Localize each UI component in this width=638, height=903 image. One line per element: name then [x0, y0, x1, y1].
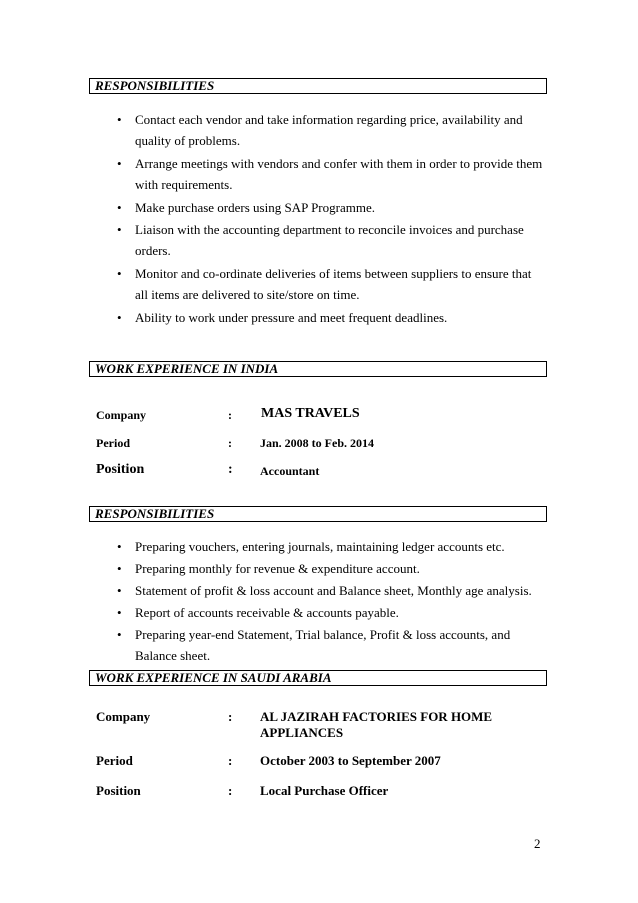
- company-value: [260, 709, 492, 741]
- section-heading-work-saudi: [89, 670, 547, 686]
- colon: :: [228, 436, 232, 450]
- company-row: [96, 408, 556, 428]
- list-item-line: Make purchase orders using SAP Programme.: [135, 200, 375, 215]
- list-item-line: Arrange meetings with vendors and confer with them in order to provide them: [135, 156, 543, 171]
- bullet-icon: •: [117, 112, 122, 127]
- period-label: Period: [96, 436, 130, 450]
- list-item-line: Monitor and co-ordinate deliveries of items between suppliers to ensure that: [135, 266, 532, 281]
- list-item: [0, 307, 638, 329]
- company-value-line: AL JAZIRAH FACTORIES FOR HOME: [260, 709, 493, 724]
- responsibilities-list: [0, 109, 638, 329]
- responsibilities-list: [0, 536, 638, 668]
- company-label: Company: [96, 709, 151, 724]
- position-value: Accountant: [260, 464, 320, 478]
- company-value-line: APPLIANCES: [260, 725, 344, 740]
- list-item-line: quality of problems.: [135, 133, 241, 148]
- position-label: Position: [96, 462, 145, 477]
- colon: :: [228, 462, 233, 477]
- bullet-icon: •: [117, 222, 122, 237]
- period-value: October 2003 to September 2007: [260, 753, 441, 768]
- colon: :: [228, 783, 233, 798]
- bullet-icon: •: [117, 266, 122, 281]
- list-item-line: with requirements.: [135, 177, 233, 192]
- list-item-line: Balance sheet.: [135, 648, 211, 663]
- position-row: [96, 462, 556, 482]
- period-row: [96, 436, 556, 456]
- list-item: [0, 602, 638, 624]
- list-item-line: Contact each vendor and take information regarding price, availability and: [135, 112, 523, 127]
- list-item: [0, 558, 638, 580]
- list-item-line: Ability to work under pressure and meet frequent deadlines.: [135, 310, 448, 325]
- section-title: WORK EXPERIENCE IN INDIA: [95, 361, 279, 376]
- period-value: Jan. 2008 to Feb. 2014: [260, 436, 374, 450]
- bullet-icon: •: [117, 561, 122, 576]
- section-heading-responsibilities: [89, 506, 547, 522]
- page-number: 2: [534, 836, 541, 851]
- list-item-line: Preparing year-end Statement, Trial balance, Profit & loss accounts, and: [135, 627, 511, 642]
- colon: :: [228, 408, 232, 422]
- list-item: [0, 219, 638, 263]
- section-title: RESPONSIBILITIES: [95, 506, 215, 521]
- colon: :: [228, 753, 233, 768]
- position-row: [96, 783, 556, 803]
- list-item: [0, 263, 638, 307]
- position-value: Local Purchase Officer: [260, 783, 389, 798]
- list-item-line: all items are delivered to site/store on time.: [135, 287, 360, 302]
- bullet-icon: •: [117, 200, 122, 215]
- company-row: [96, 709, 556, 743]
- list-item-line: Preparing vouchers, entering journals, maintaining ledger accounts etc.: [135, 539, 505, 554]
- bullet-icon: •: [117, 310, 122, 325]
- bullet-icon: •: [117, 583, 122, 598]
- section-heading-work-india: [89, 361, 547, 377]
- list-item-line: Liaison with the accounting department to reconcile invoices and purchase: [135, 222, 524, 237]
- company-value: MAS TRAVELS: [261, 406, 360, 421]
- list-item: [0, 109, 638, 153]
- section-title: WORK EXPERIENCE IN SAUDI ARABIA: [95, 670, 332, 685]
- period-label: Period: [96, 753, 133, 768]
- list-item: [0, 153, 638, 197]
- bullet-icon: •: [117, 627, 122, 642]
- list-item: [0, 197, 638, 219]
- bullet-icon: •: [117, 156, 122, 171]
- section-heading-responsibilities: [89, 78, 547, 94]
- period-row: [96, 753, 556, 773]
- position-label: Position: [96, 783, 141, 798]
- list-item-line: Report of accounts receivable & accounts payable.: [135, 605, 399, 620]
- company-label: Company: [96, 408, 147, 422]
- bullet-icon: •: [117, 539, 122, 554]
- list-item: [0, 624, 638, 668]
- list-item-line: orders.: [135, 243, 171, 258]
- bullet-icon: •: [117, 605, 122, 620]
- list-item-line: Statement of profit & loss account and Balance sheet, Monthly age analysis.: [135, 583, 532, 598]
- list-item: [0, 580, 638, 602]
- list-item: [0, 536, 638, 558]
- list-item-line: Preparing monthly for revenue & expenditure account.: [135, 561, 420, 576]
- section-title: RESPONSIBILITIES: [95, 78, 215, 93]
- colon: :: [228, 709, 233, 724]
